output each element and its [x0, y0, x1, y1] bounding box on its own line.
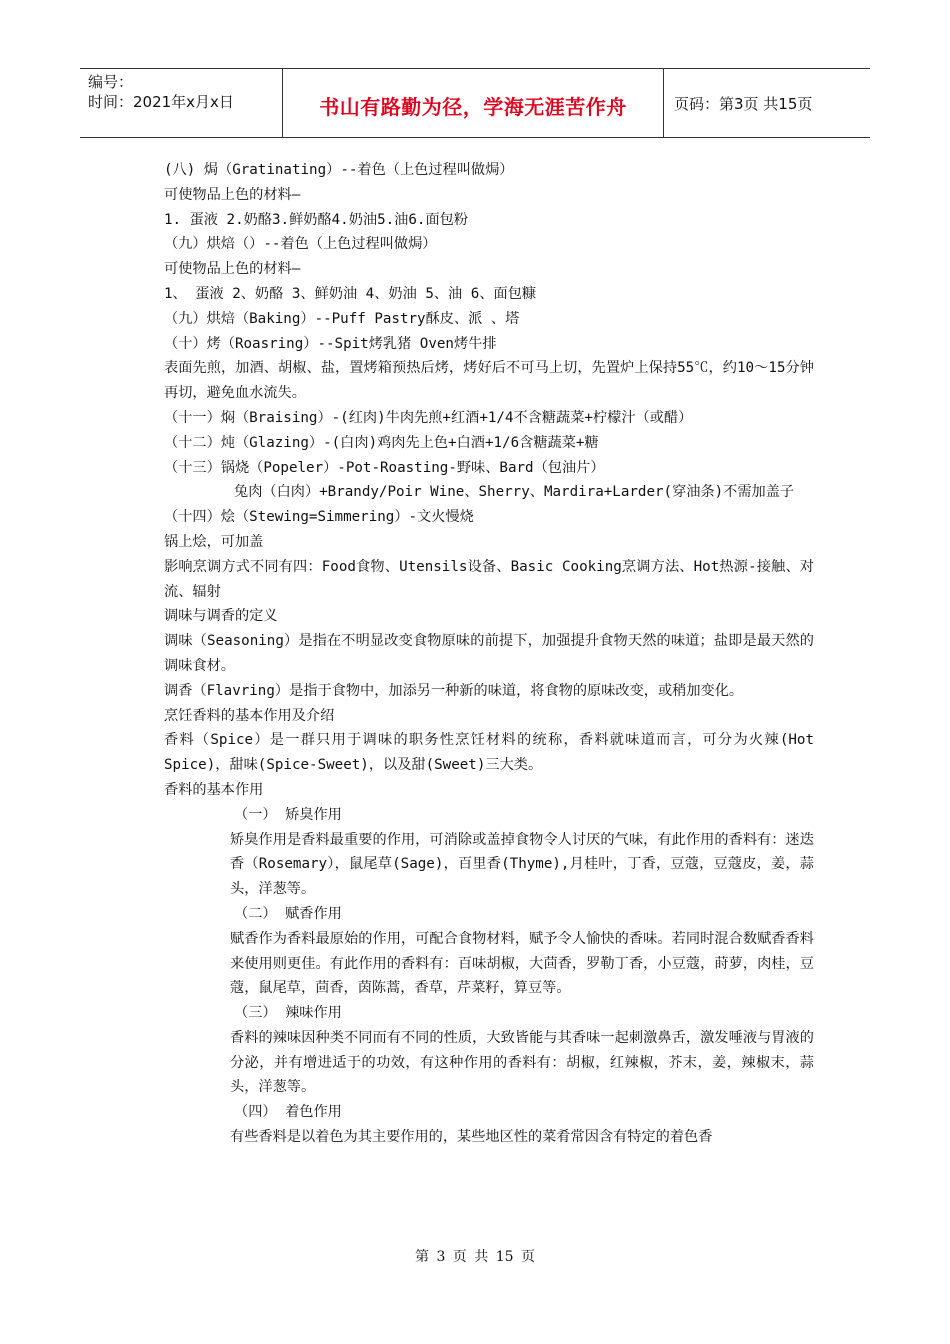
header-motto: 书山有路勤为径，学海无涯苦作舟: [319, 95, 627, 119]
body-line: （十二）炖（Glazing）-(白肉)鸡肉先上色+白酒+1/6含糖蔬菜+糖: [164, 434, 599, 451]
function-title: （二） 赋香作用: [234, 905, 342, 922]
body-line: （十四）烩（Stewing=Simmering）-文火慢烧: [164, 509, 474, 526]
section-heading: 调味与调香的定义: [164, 608, 278, 625]
body-line: （十）烤（Roasring）--Spit烤乳猪 Oven烤牛排: [164, 335, 497, 352]
body-paragraph: 香料（Spice）是一群只用于调味的职务性烹饪材料的统称，香料就味道而言，可分为火辣(Hot Spice)，甜味(Spice-Sweet)，以及甜(Sweet)三大类。: [164, 732, 814, 774]
function-text: 赋香作为香料最原始的作用，可配合食物材料，赋予令人愉快的香味。若同时混合数赋香香料来使用则更佳。有此作用的香料有：百味胡椒，大茴香，罗勒丁香，小豆蔻，莳萝，肉桂，豆蔻，鼠尾草，茴香，茵陈蒿，香草，芹菜籽，算豆等。: [230, 930, 814, 997]
body-line: (八) 焗（Gratinating）--着色（上色过程叫做焗）: [164, 162, 514, 178]
header-page-cell: [664, 69, 870, 137]
body-line: （九）烘焙（）--着色（上色过程叫做焗）: [164, 236, 437, 253]
body-paragraph: 影响烹调方式不同有四：Food食物、Utensils设备、Basic Cooking烹调方法、Hot热源-接触、对流、辐射: [164, 558, 814, 600]
section-heading: 香料的基本作用: [164, 781, 264, 798]
page-header: [80, 68, 870, 138]
function-title: （三） 辣味作用: [234, 1005, 342, 1022]
function-text: 香料的辣味因种类不同而有不同的性质，大致皆能与其香味一起刺激鼻舌，激发唾液与胃液的分泌，并有增进适于的功效，有这种作用的香料有：胡椒，红辣椒，芥末，姜，辣椒末，蒜头，洋葱等。: [230, 1029, 814, 1096]
header-page-number: 页码：第3页 共15页: [674, 95, 813, 113]
function-title: （四） 着色作用: [234, 1104, 342, 1121]
body-paragraph: 调味（Seasoning）是指在不明显改变食物原味的前提下，加强提升食物天然的味道；盐即是最天然的调味食材。: [164, 633, 814, 674]
body-line: 1、 蛋液 2、奶酪 3、鲜奶油 4、奶油 5、油 6、面包糠: [164, 285, 537, 302]
header-motto-cell: [283, 69, 664, 137]
document-date: 时间：2021年x月x日: [88, 93, 234, 111]
page-footer: 第 3 页 共 15 页: [415, 1249, 535, 1265]
body-line: 1. 蛋液 2.奶酪3.鲜奶酪4.奶油5.油6.面包粉: [164, 211, 469, 228]
body-paragraph: 表面先煎，加酒、胡椒、盐，置烤箱预热后烤，烤好后不可马上切，先置炉上保持55℃，约10～15分钟再切，避免血水流失。: [164, 360, 814, 402]
body-line: 可使物品上色的材料—: [164, 261, 301, 278]
function-text: 矫臭作用是香料最重要的作用，可消除或盖掉食物令人讨厌的气味，有此作用的香料有：迷迭香（Rosemary），鼠尾草(Sage)，百里香(Thyme),月桂叶，丁香，豆蔻，豆蔻皮，姜，蒜头，洋葱等。: [230, 831, 814, 898]
function-title: （一） 矫臭作用: [234, 806, 342, 823]
document-body: [164, 158, 814, 1150]
document-number-label: 编号：: [88, 73, 134, 91]
body-paragraph: 调香（Flavring）是指于食物中，加添另一种新的味道，将食物的原味改变，或稍加变化。: [164, 682, 744, 699]
rabbit-paragraph: 兔肉（白肉）+Brandy/Poir Wine、Sherry、Mardira+Larder(穿油条)不需加盖子: [234, 484, 795, 501]
function-text: 有些香料是以着色为其主要作用的，某些地区性的菜肴常因含有特定的着色香: [230, 1129, 713, 1146]
body-line: 锅上烩，可加盖: [164, 533, 264, 550]
body-line: （九）烘焙（Baking）--Puff Pastry酥皮、派 、塔: [164, 310, 520, 327]
header-meta-cell: [80, 69, 283, 137]
body-line: 可使物品上色的材料—: [164, 186, 301, 203]
section-heading: 烹饪香料的基本作用及介绍: [164, 707, 335, 724]
body-line: （十三）锅烧（Popeler）-Pot-Roasting-野味、Bard（包油片）: [164, 459, 605, 476]
body-line: （十一）焖（Braising）-(红肉)牛肉先煎+红酒+1/4不含糖蔬菜+柠檬汁（或醋）: [164, 409, 693, 426]
